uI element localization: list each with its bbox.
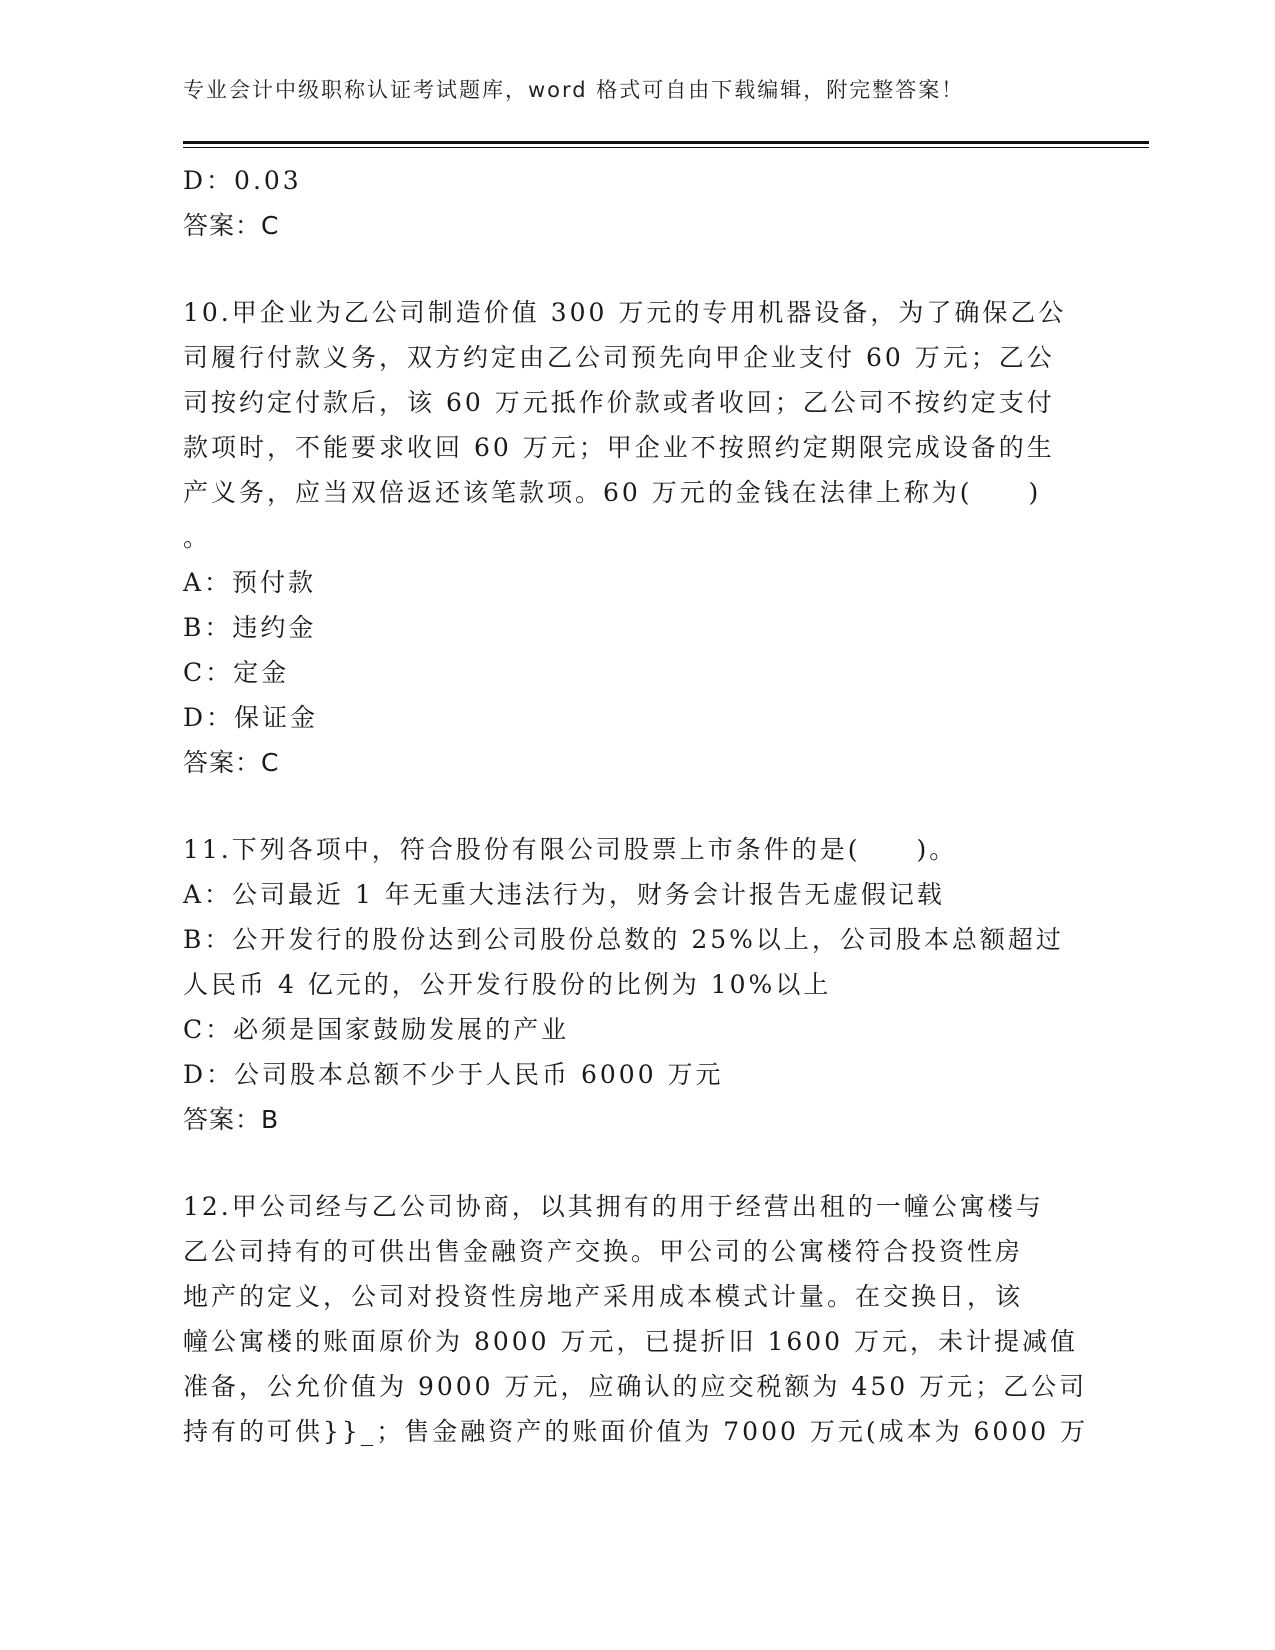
header-rule-thin: [183, 147, 1149, 148]
question-stem-line: 司按约定付款后，该 60 万元抵作价款或者收回；乙公司不按约定支付: [183, 388, 1055, 417]
option-line: D：0.03: [183, 166, 302, 195]
option-b: B：公开发行的股份达到公司股份总数的 25%以上，公司股本总额超过: [183, 925, 1064, 954]
option-d: D：公司股本总额不少于人民币 6000 万元: [183, 1060, 724, 1089]
document-body: [183, 158, 1089, 1454]
question-12: [183, 1184, 1089, 1454]
spacer: [183, 785, 1063, 827]
question-stem-line: 11.下列各项中，符合股份有限公司股票上市条件的是( )。: [183, 835, 958, 864]
question-stem-line: 10.甲企业为乙公司制造价值 300 万元的专用机器设备，为了确保乙公: [183, 298, 1067, 327]
answer-line: 答案：C: [183, 211, 280, 240]
question-stem-line: 乙公司持有的可供出售金融资产交换。甲公司的公寓楼符合投资性房: [183, 1237, 1024, 1266]
option-b: B：违约金: [183, 613, 317, 642]
option-b-continued: 人民币 4 亿元的，公开发行股份的比例为 10%以上: [183, 970, 832, 999]
question-stem-line: 款项时，不能要求收回 60 万元；甲企业不按照约定期限完成设备的生: [183, 433, 1055, 462]
question-10: [183, 290, 1067, 785]
question-11: [183, 827, 1063, 1142]
option-c: C：必须是国家鼓励发展的产业: [183, 1015, 570, 1044]
option-c: C：定金: [183, 658, 290, 687]
question-stem-line: 产义务，应当双倍返还该笔款项。60 万元的金钱在法律上称为( ): [183, 478, 1042, 507]
question-stem-line: 准备，公允价值为 9000 万元，应确认的应交税额为 450 万元；乙公司: [183, 1372, 1088, 1401]
question-stem-line: 幢公寓楼的账面原价为 8000 万元，已提折旧 1600 万元，未计提减值: [183, 1327, 1079, 1356]
page-header: 专业会计中级职称认证考试题库，word 格式可自由下载编辑，附完整答案！: [183, 78, 965, 102]
option-a: A：预付款: [183, 568, 317, 597]
question-stem-line: 。: [183, 523, 212, 552]
question-stem-line: 持有的可供}}_；售金融资产的账面价值为 7000 万元(成本为 6000 万: [183, 1417, 1089, 1446]
spacer: [183, 1142, 1063, 1184]
question-stem-line: 12.甲公司经与乙公司协商，以其拥有的用于经营出租的一幢公寓楼与: [183, 1192, 1044, 1221]
option-a: A：公司最近 1 年无重大违法行为，财务会计报告无虚假记载: [183, 880, 945, 909]
question-stem-line: 地产的定义，公司对投资性房地产采用成本模式计量。在交换日，该: [183, 1282, 1024, 1311]
answer-line: 答案：B: [183, 1105, 280, 1134]
spacer: [183, 248, 1063, 290]
question-9-tail: [183, 158, 1063, 248]
answer-line: 答案：C: [183, 748, 280, 777]
header-rule-thick: [183, 141, 1149, 144]
question-stem-line: 司履行付款义务，双方约定由乙公司预先向甲企业支付 60 万元；乙公: [183, 343, 1055, 372]
option-d: D：保证金: [183, 703, 319, 732]
